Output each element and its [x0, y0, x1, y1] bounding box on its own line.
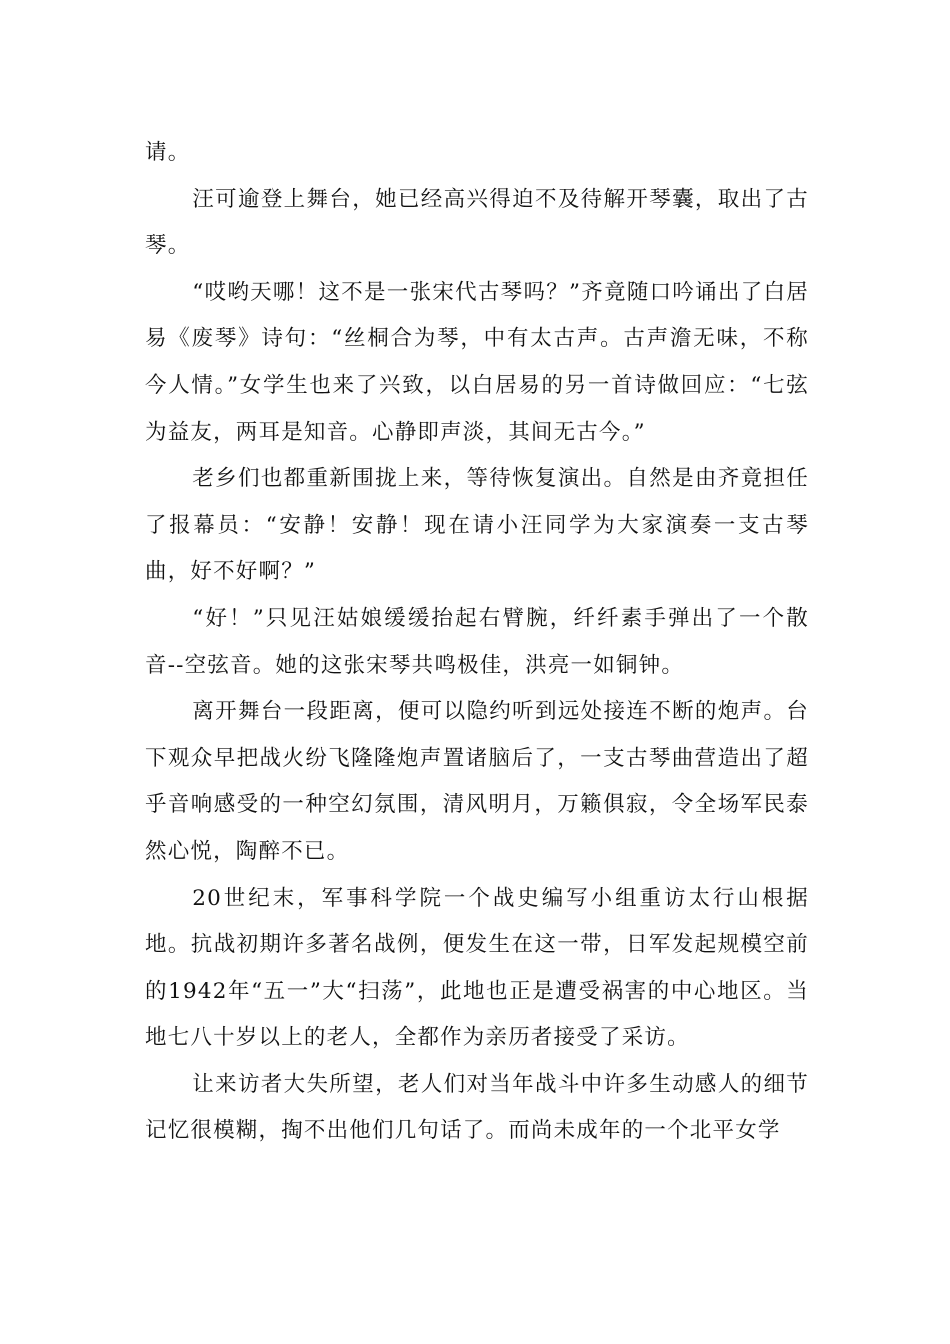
paragraph-guqin-unpacked: 汪可逾登上舞台，她已经高兴得迫不及待解开琴囊，取出了古琴。	[145, 186, 809, 259]
paragraph-announcer: 老乡们也都重新围拢上来，等待恢复演出。自然是由齐竟担任了报幕员：“安静！安静！现在请小汪同学为大家演奏一支古琴曲，好不好啊？”	[145, 466, 809, 585]
paragraph-revisit-taihang: 20世纪末，军事科学院一个战史编写小组重访太行山根据地。抗战初期许多著名战例，便发生在这一带，日军发起规模空前的1942年“五一”大“扫荡”，此地也正是遭受祸害的中心地区。当地七八十岁以上的老人，全都作为亲历者接受了采访。	[145, 885, 809, 1051]
paragraph-poem-exchange: “哎哟天哪！这不是一张宋代古琴吗？”齐竟随口吟诵出了白居易《废琴》诗句：“丝桐合为琴，中有太古声。古声澹无味，不称今人情。”女学生也来了兴致，以白居易的另一首诗做回应：“七弦为益友，两耳是知音。心静即声淡，其间无古今。”	[145, 279, 809, 445]
paragraph-first-note: “好！”只见汪姑娘缓缓抬起右臂腕，纤纤素手弹出了一个散音--空弦音。她的这张宋琴共鸣极佳，洪亮一如铜钟。	[145, 605, 809, 678]
document-body	[145, 130, 809, 1155]
paragraph-continuation: 请。	[145, 140, 191, 165]
paragraph-distant-cannon: 离开舞台一段距离，便可以隐约听到远处接连不断的炮声。台下观众早把战火纷飞隆隆炮声置诸脑后了，一支古琴曲营造出了超乎音响感受的一种空幻氛围，清风明月，万籁俱寂，令全场军民泰然心悦，陶醉不已。	[145, 699, 809, 864]
paragraph-disappointment: 让来访者大失所望，老人们对当年战斗中许多生动感人的细节记忆很模糊，掏不出他们几句话了。而尚未成年的一个北平女学	[145, 1071, 809, 1144]
